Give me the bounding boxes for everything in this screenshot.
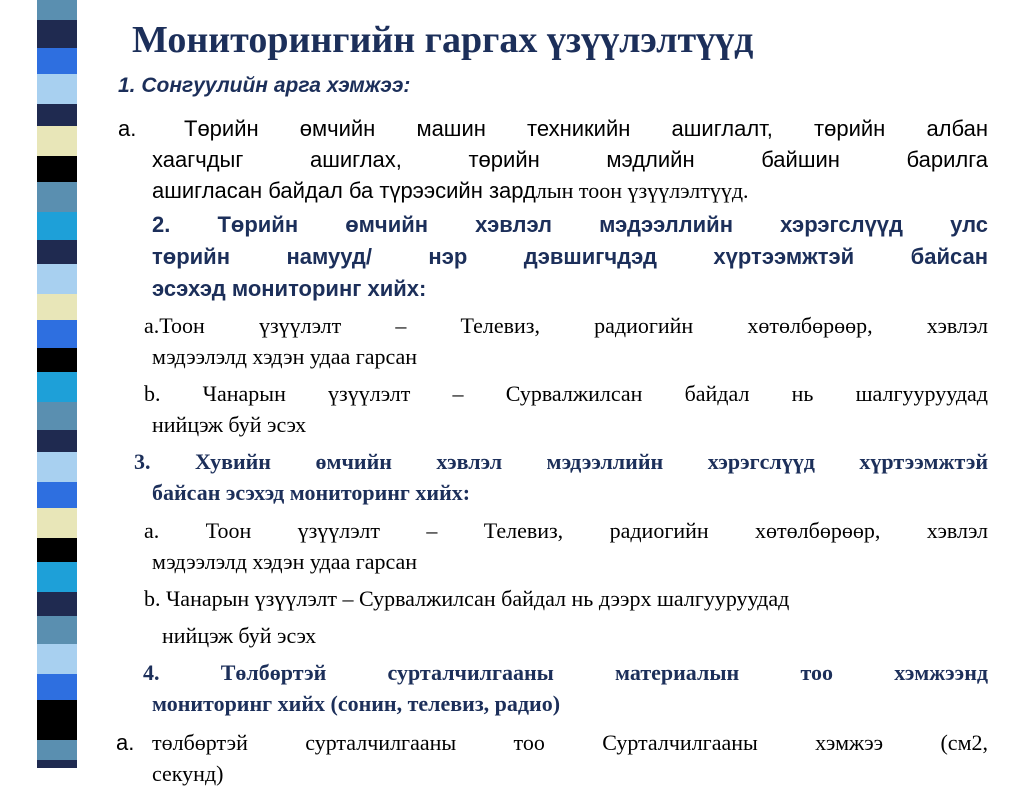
text-line: эсэхэд мониторинг хийх:: [152, 276, 427, 301]
text-line: хаагчдыг ашиглах, төрийн мэдлийн байшин барилга: [152, 147, 988, 172]
text-line: мэдээлэлд хэдэн удаа гарсан: [152, 344, 418, 369]
item-3b-block: [144, 583, 988, 651]
item-2a-block: [144, 310, 988, 372]
text-line: төрийн намууд/ нэр дэвшигчдэд хүртээмжтэй байсан: [152, 244, 988, 269]
text-line: b. Чанарын үзүүлэлт – Сурвалжилсан байдал нь дээрх шалгууруудад: [144, 586, 790, 611]
text-line: 2. Төрийн өмчийн хэвлэл мэдээллийн хэрэгслүүд улс: [152, 212, 988, 237]
text-line: мэдээлэлд хэдэн удаа гарсан: [152, 549, 418, 574]
item-2-block: [152, 209, 988, 305]
text-line: a.Тоон үзүүлэлт – Телевиз, радиогийн хөтөлбөрөөр, хэвлэл: [144, 313, 988, 338]
text-line-mixed: [152, 175, 988, 206]
item-3a-block: [144, 515, 988, 577]
text-line: секунд): [152, 761, 224, 786]
item-marker: a.: [116, 730, 135, 755]
text-line: b. Чанарын үзүүлэлт – Сурвалжилсан байдал нь шалгууруудад: [144, 381, 988, 406]
item-marker: a.: [118, 116, 137, 141]
text-line: байсан эсэхэд мониторинг хийх:: [152, 480, 471, 505]
text-line: Төрийн өмчийн машин техникийн ашиглалт, төрийн албан: [184, 116, 988, 141]
item-2b-block: [144, 378, 988, 440]
slide-title: Мониторингийн гаргах үзүүлэлтүүд: [132, 19, 754, 61]
text-line: нийцэж буй эсэх: [162, 623, 317, 648]
text-line: мониторинг хийх (сонин, телевиз, радио): [152, 691, 561, 716]
text-line: нийцэж буй эсэх: [152, 412, 307, 437]
item-4-block: [143, 657, 988, 719]
text-span: ашигласан байдал ба түрээсийн зард: [152, 178, 536, 203]
item-3-block: [134, 446, 988, 508]
section-subtitle: 1. Сонгуулийн арга хэмжээ:: [118, 74, 411, 97]
text-line: a. Тоон үзүүлэлт – Телевиз, радиогийн хөтөлбөрөөр, хэвлэл: [144, 518, 988, 543]
text-span: лын тоон үзүүлэлтүүд.: [535, 178, 749, 203]
text-line: 4. Төлбөртэй сурталчилгааны материалын тоо хэмжээнд: [143, 660, 988, 685]
text-line: 3. Хувийн өмчийн хэвлэл мэдээллийн хэрэгслүүд хүртээмжтэй: [134, 449, 988, 474]
text-line: төлбөртэй сурталчилгааны тоо Сурталчилгааны хэмжээ (см2,: [152, 730, 988, 755]
